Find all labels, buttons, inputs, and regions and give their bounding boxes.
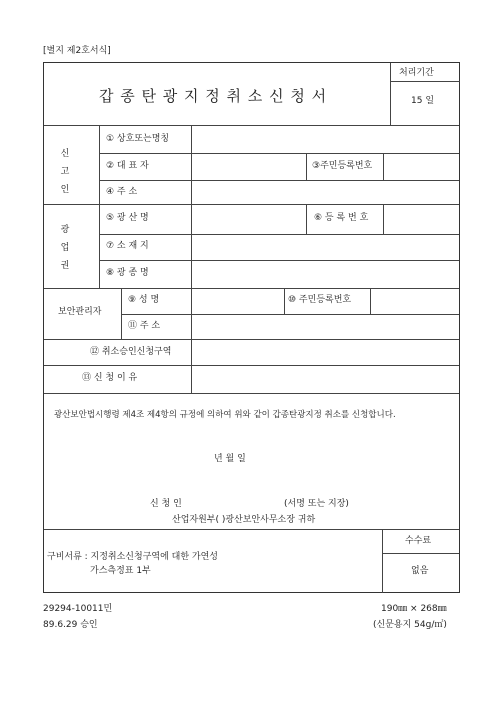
- required-documents-label: 구비서류 : 지정취소신청구역에 대한 가연성: [47, 552, 218, 562]
- company-name-label: ① 상호또는명칭: [106, 134, 170, 144]
- applicant-sign-field[interactable]: [194, 495, 279, 511]
- manager-address-field[interactable]: [194, 317, 456, 336]
- application-form: [43, 62, 460, 593]
- required-documents-line2: 가스측정표 1부: [90, 566, 151, 576]
- company-name-field[interactable]: [194, 128, 456, 150]
- applicant-sign-label: 신 청 인: [150, 499, 182, 509]
- applicant-section-label: 신 고 인: [60, 149, 70, 195]
- location-field[interactable]: [194, 237, 456, 257]
- reason-field[interactable]: [194, 368, 456, 390]
- statement-text: 광산보안법시행령 제4조 제4항의 규정에 의하여 위와 같이 갑종탄광지정 취소를 신청합니다.: [54, 410, 396, 420]
- footer-form-code: 29294-10011민: [43, 604, 113, 614]
- reason-label: ⑬ 신 청 이 유: [82, 373, 138, 383]
- fee-value: 없음: [411, 566, 429, 576]
- manager-resident-number-label: ⑩ 주민등록번호: [288, 295, 352, 305]
- address-field[interactable]: [194, 183, 456, 201]
- resident-number-field[interactable]: [386, 156, 456, 177]
- mine-name-label: ⑤ 광 산 명: [106, 213, 149, 223]
- representative-field[interactable]: [194, 156, 302, 177]
- form-title: 갑 종 탄 광 지 정 취 소 신 청 서: [99, 87, 328, 105]
- footer-paper-type: (신문용지 54g/㎡): [373, 620, 447, 630]
- manager-name-field[interactable]: [194, 291, 280, 311]
- processing-period-value: 15 일: [411, 96, 435, 106]
- signature-note: (서명 또는 지장): [284, 499, 349, 509]
- security-manager-label: 보안관리자: [58, 307, 102, 317]
- registration-number-field[interactable]: [386, 207, 456, 231]
- cancel-area-label: ⑫ 취소승인신청구역: [90, 347, 172, 357]
- mineral-type-label: ⑧ 광 종 명: [106, 268, 149, 278]
- addressee-line: 산업자원부( )광산보안사무소장 귀하: [172, 515, 316, 525]
- mineral-type-field[interactable]: [194, 263, 456, 285]
- address-label: ④ 주 소: [106, 187, 138, 197]
- fee-label: 수수료: [405, 536, 432, 546]
- cancel-area-field[interactable]: [194, 342, 456, 362]
- footer-approval: 89.6.29 승인: [43, 620, 98, 630]
- mine-name-field[interactable]: [194, 207, 302, 231]
- resident-number-label: ③주민등록번호: [312, 161, 373, 171]
- form-number: [별지 제2호서식]: [43, 46, 111, 56]
- manager-resident-number-field[interactable]: [373, 291, 456, 311]
- mining-right-section-label: 광 업 권: [60, 225, 70, 271]
- manager-name-label: ⑨ 성 명: [128, 295, 160, 305]
- representative-label: ② 대 표 자: [106, 161, 149, 171]
- processing-period-label: 처리기간: [399, 68, 434, 78]
- footer-paper-size: 190㎜ × 268㎜: [381, 604, 447, 614]
- registration-number-label: ⑥ 등 록 번 호: [314, 213, 369, 223]
- location-label: ⑦ 소 재 지: [106, 241, 149, 251]
- manager-address-label: ⑪ 주 소: [128, 321, 161, 331]
- date-line: 년 월 일: [214, 454, 246, 464]
